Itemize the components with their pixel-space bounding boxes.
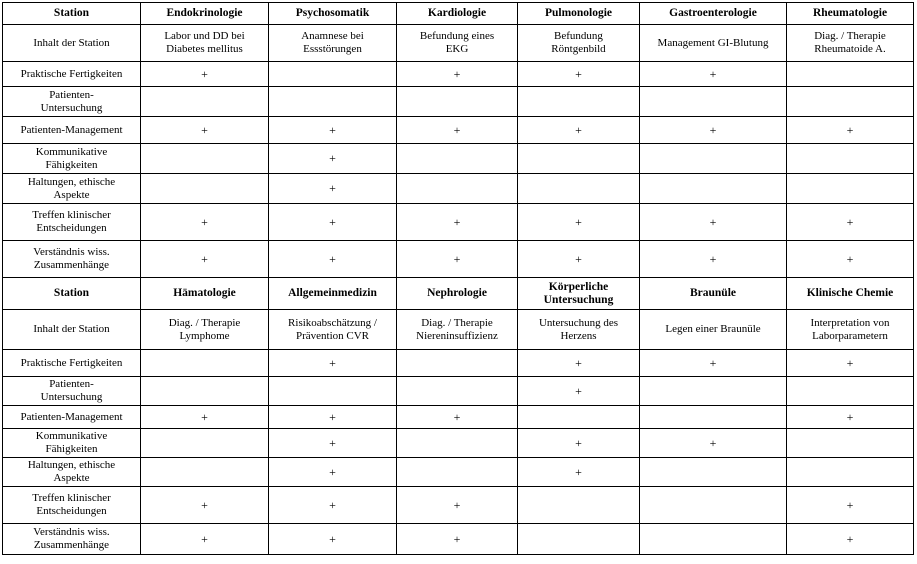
empty-cell <box>640 377 787 406</box>
criterion-label: Verständnis wiss. Zusammenhänge <box>3 524 141 555</box>
station-content: Diag. / Therapie Lymphome <box>141 310 269 350</box>
plus-mark: + <box>269 524 397 555</box>
plus-mark: + <box>640 117 787 144</box>
criterion-label: Patienten- Untersuchung <box>3 377 141 406</box>
plus-mark: + <box>787 350 914 377</box>
plus-mark: + <box>269 144 397 174</box>
plus-mark: + <box>141 204 269 241</box>
station-content: Befundung eines EKG <box>397 25 518 62</box>
criterion-label: Verständnis wiss. Zusammenhänge <box>3 241 141 278</box>
station-name: Braunüle <box>640 278 787 310</box>
station-name: Psychosomatik <box>269 3 397 25</box>
criterion-label: Haltungen, ethische Aspekte <box>3 458 141 487</box>
empty-cell <box>518 174 640 204</box>
station-header-label: Station <box>3 278 141 310</box>
empty-cell <box>640 487 787 524</box>
empty-cell <box>269 377 397 406</box>
plus-mark: + <box>518 117 640 144</box>
plus-mark: + <box>269 174 397 204</box>
station-name: Gastroenterologie <box>640 3 787 25</box>
empty-cell <box>518 487 640 524</box>
empty-cell <box>518 144 640 174</box>
empty-cell <box>141 377 269 406</box>
plus-mark: + <box>518 377 640 406</box>
criterion-row <box>3 458 914 487</box>
criterion-label: Patienten-Management <box>3 406 141 429</box>
content-header-label: Inhalt der Station <box>3 25 141 62</box>
plus-mark: + <box>518 62 640 87</box>
criterion-row <box>3 241 914 278</box>
station-name: Pulmonologie <box>518 3 640 25</box>
station-header-row <box>3 278 914 310</box>
plus-mark: + <box>518 429 640 458</box>
criterion-label: Patienten- Untersuchung <box>3 87 141 117</box>
plus-mark: + <box>141 241 269 278</box>
plus-mark: + <box>141 62 269 87</box>
empty-cell <box>397 429 518 458</box>
plus-mark: + <box>518 241 640 278</box>
plus-mark: + <box>397 487 518 524</box>
criterion-row <box>3 429 914 458</box>
plus-mark: + <box>787 204 914 241</box>
plus-mark: + <box>141 117 269 144</box>
plus-mark: + <box>397 204 518 241</box>
empty-cell <box>787 458 914 487</box>
plus-mark: + <box>397 62 518 87</box>
plus-mark: + <box>269 458 397 487</box>
plus-mark: + <box>141 524 269 555</box>
station-content-row <box>3 310 914 350</box>
empty-cell <box>141 174 269 204</box>
plus-mark: + <box>518 458 640 487</box>
criterion-row <box>3 487 914 524</box>
competency-table <box>2 2 914 555</box>
criterion-row <box>3 174 914 204</box>
station-name: Endokrinologie <box>141 3 269 25</box>
station-content: Anamnese bei Essstörungen <box>269 25 397 62</box>
empty-cell <box>269 87 397 117</box>
criterion-row <box>3 350 914 377</box>
plus-mark: + <box>269 350 397 377</box>
station-content-row <box>3 25 914 62</box>
empty-cell <box>640 524 787 555</box>
plus-mark: + <box>397 117 518 144</box>
station-content: Diag. / Therapie Rheumatoide A. <box>787 25 914 62</box>
plus-mark: + <box>787 524 914 555</box>
empty-cell <box>397 377 518 406</box>
plus-mark: + <box>640 429 787 458</box>
empty-cell <box>397 87 518 117</box>
criterion-label: Praktische Fertigkeiten <box>3 62 141 87</box>
plus-mark: + <box>269 487 397 524</box>
station-content: Risikoabschätzung / Prävention CVR <box>269 310 397 350</box>
empty-cell <box>640 406 787 429</box>
plus-mark: + <box>787 117 914 144</box>
plus-mark: + <box>397 406 518 429</box>
empty-cell <box>787 144 914 174</box>
criterion-label: Kommunikative Fähigkeiten <box>3 144 141 174</box>
empty-cell <box>787 87 914 117</box>
criterion-label: Praktische Fertigkeiten <box>3 350 141 377</box>
empty-cell <box>640 174 787 204</box>
empty-cell <box>397 174 518 204</box>
station-content: Diag. / Therapie Niereninsuffizienz <box>397 310 518 350</box>
empty-cell <box>640 458 787 487</box>
station-content: Management GI-Blutung <box>640 25 787 62</box>
station-content: Untersuchung des Herzens <box>518 310 640 350</box>
station-name: Hämatologie <box>141 278 269 310</box>
plus-mark: + <box>269 406 397 429</box>
criterion-label: Treffen klinischer Entscheidungen <box>3 204 141 241</box>
criterion-row <box>3 377 914 406</box>
station-header-row <box>3 3 914 25</box>
empty-cell <box>141 87 269 117</box>
empty-cell <box>141 429 269 458</box>
empty-cell <box>269 62 397 87</box>
criterion-row <box>3 62 914 87</box>
empty-cell <box>397 144 518 174</box>
plus-mark: + <box>518 204 640 241</box>
plus-mark: + <box>787 406 914 429</box>
plus-mark: + <box>787 241 914 278</box>
criterion-row <box>3 144 914 174</box>
empty-cell <box>141 350 269 377</box>
criterion-row <box>3 117 914 144</box>
table-body <box>3 3 914 555</box>
plus-mark: + <box>397 524 518 555</box>
empty-cell <box>640 144 787 174</box>
criterion-label: Patienten-Management <box>3 117 141 144</box>
empty-cell <box>518 524 640 555</box>
empty-cell <box>787 429 914 458</box>
plus-mark: + <box>269 429 397 458</box>
plus-mark: + <box>269 117 397 144</box>
criterion-row <box>3 87 914 117</box>
station-name: Nephrologie <box>397 278 518 310</box>
station-name: Kardiologie <box>397 3 518 25</box>
empty-cell <box>141 458 269 487</box>
empty-cell <box>397 350 518 377</box>
empty-cell <box>397 458 518 487</box>
criterion-row <box>3 204 914 241</box>
plus-mark: + <box>141 487 269 524</box>
empty-cell <box>141 144 269 174</box>
empty-cell <box>518 406 640 429</box>
plus-mark: + <box>269 241 397 278</box>
empty-cell <box>787 377 914 406</box>
station-content: Labor und DD bei Diabetes mellitus <box>141 25 269 62</box>
plus-mark: + <box>269 204 397 241</box>
plus-mark: + <box>141 406 269 429</box>
criterion-label: Kommunikative Fähigkeiten <box>3 429 141 458</box>
plus-mark: + <box>640 62 787 87</box>
criterion-row <box>3 524 914 555</box>
station-name: Rheumatologie <box>787 3 914 25</box>
plus-mark: + <box>397 241 518 278</box>
plus-mark: + <box>640 350 787 377</box>
criterion-label: Treffen klinischer Entscheidungen <box>3 487 141 524</box>
empty-cell <box>640 87 787 117</box>
plus-mark: + <box>640 204 787 241</box>
criterion-label: Haltungen, ethische Aspekte <box>3 174 141 204</box>
station-content: Legen einer Braunüle <box>640 310 787 350</box>
empty-cell <box>518 87 640 117</box>
criterion-row <box>3 406 914 429</box>
station-name: Körperliche Untersuchung <box>518 278 640 310</box>
station-content: Interpretation von Laborparametern <box>787 310 914 350</box>
station-header-label: Station <box>3 3 141 25</box>
plus-mark: + <box>787 487 914 524</box>
plus-mark: + <box>640 241 787 278</box>
station-name: Klinische Chemie <box>787 278 914 310</box>
station-name: Allgemeinmedizin <box>269 278 397 310</box>
station-content: Befundung Röntgenbild <box>518 25 640 62</box>
empty-cell <box>787 62 914 87</box>
content-header-label: Inhalt der Station <box>3 310 141 350</box>
plus-mark: + <box>518 350 640 377</box>
empty-cell <box>787 174 914 204</box>
